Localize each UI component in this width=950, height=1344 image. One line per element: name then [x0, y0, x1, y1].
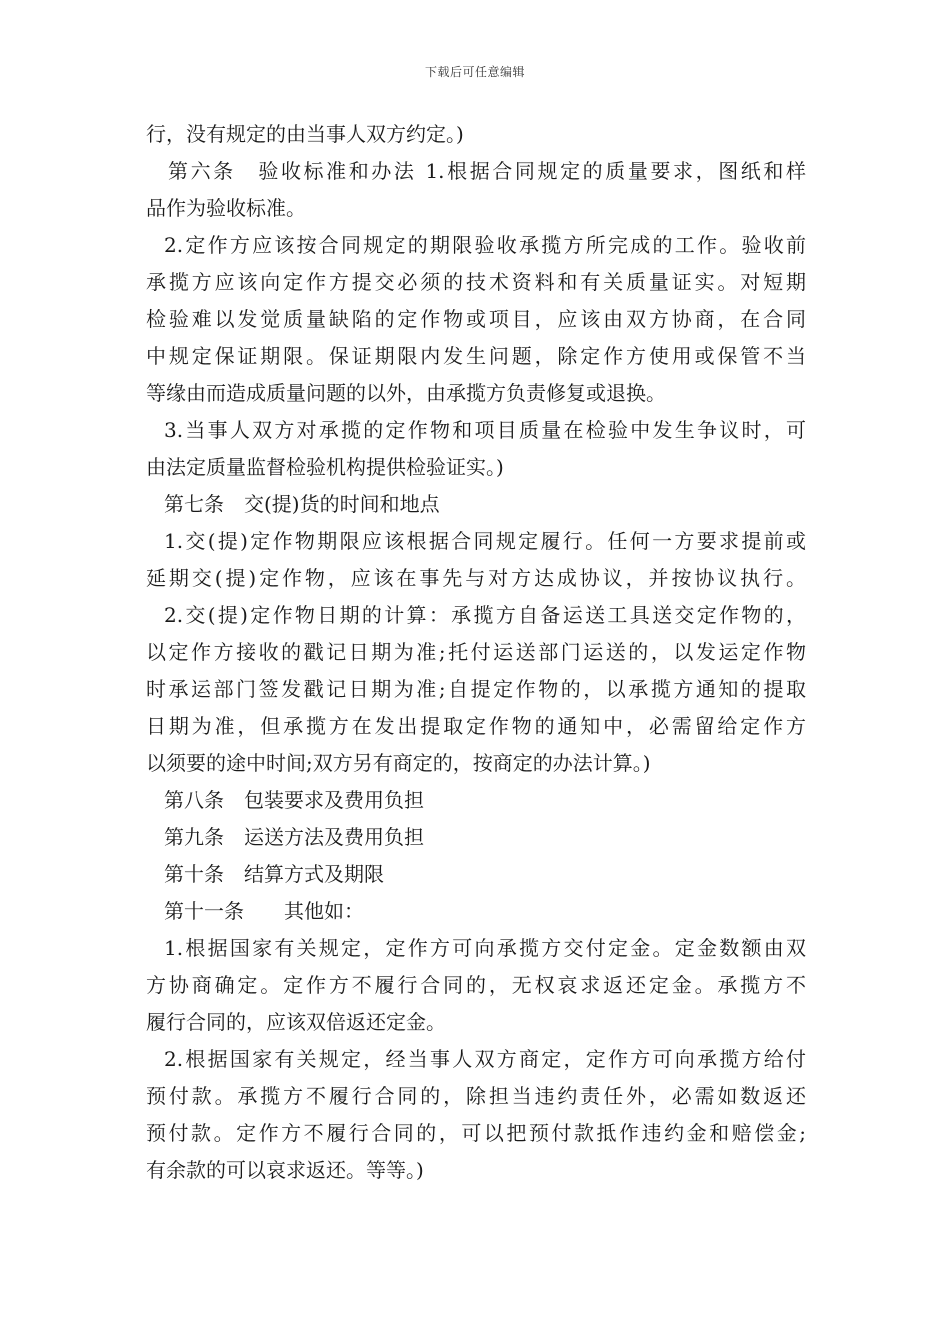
text-line: 第十条 结算方式及期限 — [164, 862, 384, 886]
text-line: 第八条 包装要求及费用负担 — [164, 788, 424, 812]
text-line: 时承运部门签发戳记日期为准;自提定作物的，以承揽方通知的提取 — [146, 677, 806, 701]
text-line: 预付款。定作方不履行合同的，可以把预付款抵作违约金和赔偿金; — [146, 1121, 806, 1145]
text-line: 1.交(提)定作物期限应该根据合同规定履行。任何一方要求提前或 — [164, 529, 806, 553]
text-line: 有余款的可以哀求返还。等等。) — [146, 1158, 424, 1182]
text-line: 2.定作方应该按合同规定的期限验收承揽方所完成的工作。验收前 — [164, 233, 806, 257]
text-line: 2.根据国家有关规定，经当事人双方商定，定作方可向承揽方给付 — [164, 1047, 806, 1071]
text-line: 行，没有规定的由当事人双方约定。) — [146, 122, 464, 146]
text-line: 方协商确定。定作方不履行合同的，无权哀求返还定金。承揽方不 — [146, 973, 806, 997]
text-line: 承揽方应该向定作方提交必须的技术资料和有关质量证实。对短期 — [146, 270, 806, 294]
text-line: 中规定保证期限。保证期限内发生问题，除定作方使用或保管不当 — [146, 344, 806, 368]
document-body — [146, 116, 806, 1189]
text-line: 第十一条 其他如： — [164, 899, 364, 923]
text-line: 等缘由而造成质量问题的以外，由承揽方负责修复或退换。 — [146, 381, 666, 405]
text-line: 第六条 验收标准和办法 1.根据合同规定的质量要求，图纸和样 — [168, 159, 806, 183]
text-line: 2.交(提)定作物日期的计算：承揽方自备运送工具送交定作物的， — [164, 603, 806, 627]
text-line: 以定作方接收的戳记日期为准;托付运送部门运送的，以发运定作物 — [146, 640, 806, 664]
text-line: 以须要的途中时间;双方另有商定的，按商定的办法计算。) — [146, 751, 651, 775]
text-line: 1.根据国家有关规定，定作方可向承揽方交付定金。定金数额由双 — [164, 936, 806, 960]
text-line: 第七条 交(提)货的时间和地点 — [164, 492, 440, 516]
text-line: 延期交(提)定作物，应该在事先与对方达成协议，并按协议执行。 — [146, 566, 806, 590]
text-line: 履行合同的，应该双倍返还定金。 — [146, 1010, 446, 1034]
page-header: 下载后可任意编辑 — [424, 65, 525, 79]
text-line: 检验难以发觉质量缺陷的定作物或项目，应该由双方协商，在合同 — [146, 307, 806, 331]
text-line: 由法定质量监督检验机构提供检验证实。) — [146, 455, 504, 479]
text-line: 第九条 运送方法及费用负担 — [164, 825, 424, 849]
text-line: 预付款。承揽方不履行合同的，除担当违约责任外，必需如数返还 — [146, 1084, 806, 1108]
text-line: 3.当事人双方对承揽的定作物和项目质量在检验中发生争议时，可 — [164, 418, 806, 442]
text-line: 品作为验收标准。 — [146, 196, 306, 220]
text-line: 日期为准，但承揽方在发出提取定作物的通知中，必需留给定作方 — [146, 714, 806, 738]
